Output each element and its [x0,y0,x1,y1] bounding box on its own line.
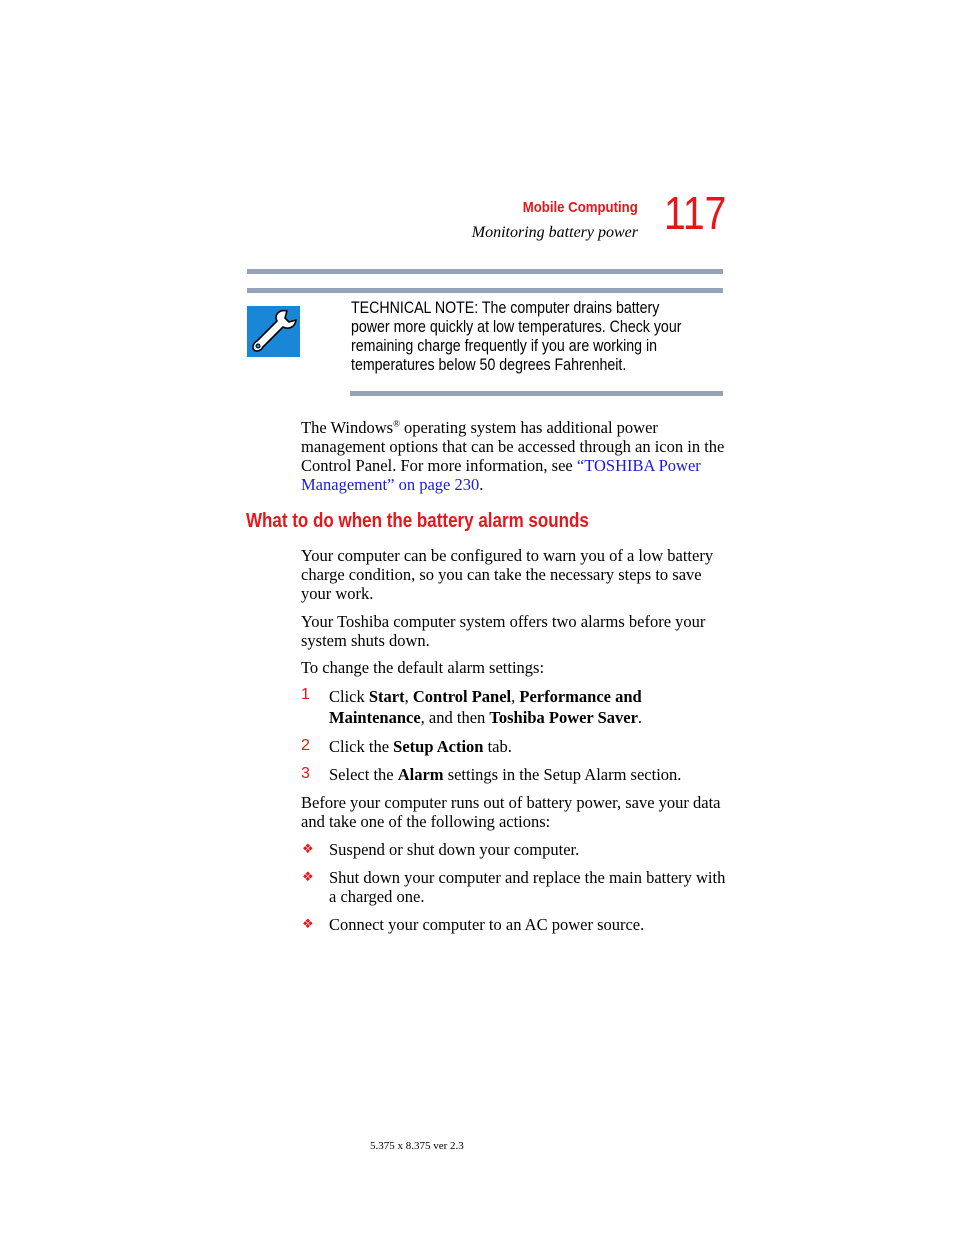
step-text: , [404,687,413,706]
bullet-icon: ❖ [302,842,314,857]
step-ui-term: Alarm [397,765,444,784]
step-number: 3 [301,765,310,782]
bullet-icon: ❖ [302,870,314,885]
running-header-section: Monitoring battery power [471,224,638,241]
step-item [329,765,729,784]
step-number: 1 [301,686,310,703]
intro-text-middle: operating system has additional power management options that can be accessed through an icon in the Control Panel. For more information, see [301,418,725,475]
footer-version: 5.375 x 8.375 ver 2.3 [370,1140,464,1152]
step-text: settings in the Setup Alarm section. [443,765,682,784]
registered-mark: ® [393,418,400,429]
running-header-chapter: Mobile Computing [522,199,638,216]
paragraph-change-settings: To change the default alarm settings: [301,658,545,677]
intro-paragraph [301,418,726,494]
step-ui-term: Performance and Maintenance [329,687,642,727]
step-text: Click the [329,737,394,756]
header-rule-bottom [247,288,723,293]
step-text: , and then [420,708,490,727]
step-text: tab. [483,737,512,756]
list-item: Shut down your computer and replace the main battery with a charged one. [329,868,726,906]
step-ui-term: Control Panel [412,687,512,706]
step-text: Click [329,687,369,706]
intro-text-start: The Windows [301,418,394,437]
step-item [329,737,729,756]
step-number: 2 [301,737,310,754]
step-text: , [511,687,520,706]
page-number: 117 [664,187,727,239]
section-heading: What to do when the battery alarm sounds [246,510,589,532]
step-ui-term: Toshiba Power Saver [489,708,638,727]
step-ui-term: Setup Action [393,737,484,756]
intro-text-end: . [479,475,484,494]
step-text: . [637,708,643,727]
technical-note-text: TECHNICAL NOTE: The computer drains battery power more quickly at low temperatures. Check your remaining charge frequently if you are working in temperatures below 50 degrees Fahrenheit. [351,299,682,374]
paragraph-two-alarms: Your Toshiba computer system offers two alarms before your system shuts down. [301,612,706,650]
toshiba-power-management-link[interactable]: “TOSHIBA Power Management” on page 230 [301,456,701,494]
list-item: Connect your computer to an AC power source. [329,915,645,934]
paragraph-configure-warning: Your computer can be configured to warn you of a low battery charge condition, so you can take the necessary steps to save your work. [301,546,714,603]
step-item [329,686,659,728]
step-text: Select the [329,765,398,784]
paragraph-before-actions: Before your computer runs out of battery power, save your data and take one of the following actions: [301,793,721,831]
header-rule-top [247,269,723,274]
bullet-icon: ❖ [302,917,314,932]
step-ui-term: Start [368,687,405,706]
note-rule [350,391,723,396]
wrench-icon [247,306,300,357]
list-item: Suspend or shut down your computer. [329,840,580,859]
